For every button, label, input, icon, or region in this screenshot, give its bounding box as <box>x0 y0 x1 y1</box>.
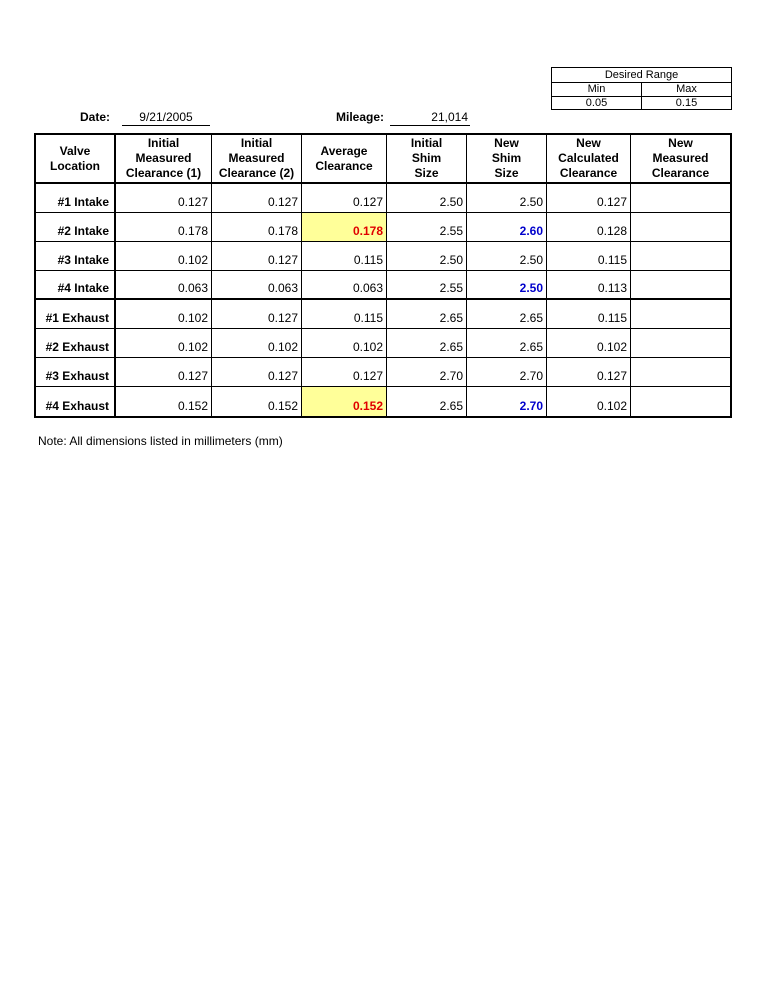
measured-clearance-1[interactable]: 0.127 <box>116 358 212 386</box>
measured-clearance-2[interactable]: 0.127 <box>212 242 302 270</box>
measured-clearance-2[interactable]: 0.102 <box>212 329 302 357</box>
table-row <box>36 300 730 329</box>
table-row <box>36 387 730 416</box>
header-new-measured-clearance: New Measured Clearance <box>651 136 710 180</box>
measured-clearance-2[interactable]: 0.152 <box>212 387 302 416</box>
measured-clearance-2[interactable]: 0.127 <box>212 300 302 328</box>
new-measured-clearance[interactable] <box>631 358 730 386</box>
max-value: 0.15 <box>641 97 731 110</box>
table-row <box>36 329 730 358</box>
new-measured-clearance[interactable] <box>631 300 730 328</box>
desired-range-title: Desired Range <box>552 68 731 83</box>
valve-location: #1 Exhaust <box>36 300 116 328</box>
measured-clearance-1[interactable]: 0.178 <box>116 213 212 241</box>
new-measured-clearance[interactable] <box>631 213 730 241</box>
average-clearance[interactable]: 0.127 <box>302 358 387 386</box>
measured-clearance-2[interactable]: 0.127 <box>212 358 302 386</box>
measured-clearance-1[interactable]: 0.102 <box>116 242 212 270</box>
new-shim-size[interactable]: 2.70 <box>467 358 547 386</box>
new-shim-size[interactable]: 2.60 <box>467 213 547 241</box>
valve-clearance-table <box>34 133 732 418</box>
new-calculated-clearance[interactable]: 0.115 <box>547 300 631 328</box>
table-row <box>36 271 730 300</box>
valve-location: #1 Intake <box>36 184 116 212</box>
average-clearance[interactable]: 0.102 <box>302 329 387 357</box>
mileage-value: 21,014 <box>390 109 470 126</box>
max-label: Max <box>641 83 731 96</box>
new-shim-size[interactable]: 2.65 <box>467 300 547 328</box>
initial-shim-size[interactable]: 2.50 <box>387 184 467 212</box>
table-row <box>36 213 730 242</box>
measured-clearance-1[interactable]: 0.102 <box>116 329 212 357</box>
measured-clearance-1[interactable]: 0.063 <box>116 271 212 298</box>
new-shim-size[interactable]: 2.50 <box>467 271 547 298</box>
new-measured-clearance[interactable] <box>631 387 730 416</box>
new-measured-clearance[interactable] <box>631 271 730 298</box>
average-clearance[interactable]: 0.063 <box>302 271 387 298</box>
initial-shim-size[interactable]: 2.50 <box>387 242 467 270</box>
table-row <box>36 358 730 387</box>
new-shim-size[interactable]: 2.50 <box>467 242 547 270</box>
mileage-label: Mileage: <box>336 110 385 124</box>
header-average-clearance: Average Clearance <box>302 135 387 182</box>
valve-location: #4 Intake <box>36 271 116 298</box>
initial-shim-size[interactable]: 2.55 <box>387 271 467 298</box>
desired-range-box <box>551 67 732 110</box>
new-calculated-clearance[interactable]: 0.128 <box>547 213 631 241</box>
new-shim-size[interactable]: 2.70 <box>467 387 547 416</box>
header-valve-location: Valve Location <box>36 135 116 182</box>
initial-shim-size[interactable]: 2.55 <box>387 213 467 241</box>
table-row <box>36 242 730 271</box>
valve-location: #2 Intake <box>36 213 116 241</box>
new-measured-clearance[interactable] <box>631 329 730 357</box>
valve-location: #4 Exhaust <box>36 387 116 416</box>
table-header-row <box>36 135 730 184</box>
date-value: 9/21/2005 <box>122 109 210 126</box>
new-shim-size[interactable]: 2.65 <box>467 329 547 357</box>
units-note: Note: All dimensions listed in millimeters (mm) <box>38 434 283 448</box>
new-calculated-clearance[interactable]: 0.102 <box>547 329 631 357</box>
new-calculated-clearance[interactable]: 0.113 <box>547 271 631 298</box>
average-clearance[interactable]: 0.115 <box>302 300 387 328</box>
new-shim-size[interactable]: 2.50 <box>467 184 547 212</box>
header-initial-shim-size: Initial Shim Size <box>387 135 467 182</box>
min-label: Min <box>587 83 606 95</box>
date-label: Date: <box>80 110 111 124</box>
new-calculated-clearance[interactable]: 0.115 <box>547 242 631 270</box>
initial-shim-size[interactable]: 2.65 <box>387 387 467 416</box>
valve-location: #3 Exhaust <box>36 358 116 386</box>
new-calculated-clearance[interactable]: 0.102 <box>547 387 631 416</box>
header-new-calculated-clearance: New Calculated Clearance <box>547 135 631 182</box>
new-measured-clearance[interactable] <box>631 184 730 212</box>
initial-shim-size[interactable]: 2.65 <box>387 300 467 328</box>
initial-shim-size[interactable]: 2.70 <box>387 358 467 386</box>
header-initial-measured-1: Initial Measured Clearance (1) <box>116 135 212 182</box>
min-value: 0.05 <box>585 97 608 109</box>
valve-location: #3 Intake <box>36 242 116 270</box>
average-clearance[interactable]: 0.127 <box>302 184 387 212</box>
new-calculated-clearance[interactable]: 0.127 <box>547 184 631 212</box>
average-clearance[interactable]: 0.152 <box>302 387 387 416</box>
average-clearance[interactable]: 0.115 <box>302 242 387 270</box>
measured-clearance-2[interactable]: 0.127 <box>212 184 302 212</box>
table-row <box>36 184 730 213</box>
measured-clearance-1[interactable]: 0.102 <box>116 300 212 328</box>
measured-clearance-2[interactable]: 0.178 <box>212 213 302 241</box>
average-clearance[interactable]: 0.178 <box>302 213 387 241</box>
new-measured-clearance[interactable] <box>631 242 730 270</box>
initial-shim-size[interactable]: 2.65 <box>387 329 467 357</box>
measured-clearance-2[interactable]: 0.063 <box>212 271 302 298</box>
header-initial-measured-2: Initial Measured Clearance (2) <box>212 135 302 182</box>
header-new-shim-size: New Shim Size <box>467 135 547 182</box>
measured-clearance-1[interactable]: 0.127 <box>116 184 212 212</box>
valve-location: #2 Exhaust <box>36 329 116 357</box>
new-calculated-clearance[interactable]: 0.127 <box>547 358 631 386</box>
measured-clearance-1[interactable]: 0.152 <box>116 387 212 416</box>
